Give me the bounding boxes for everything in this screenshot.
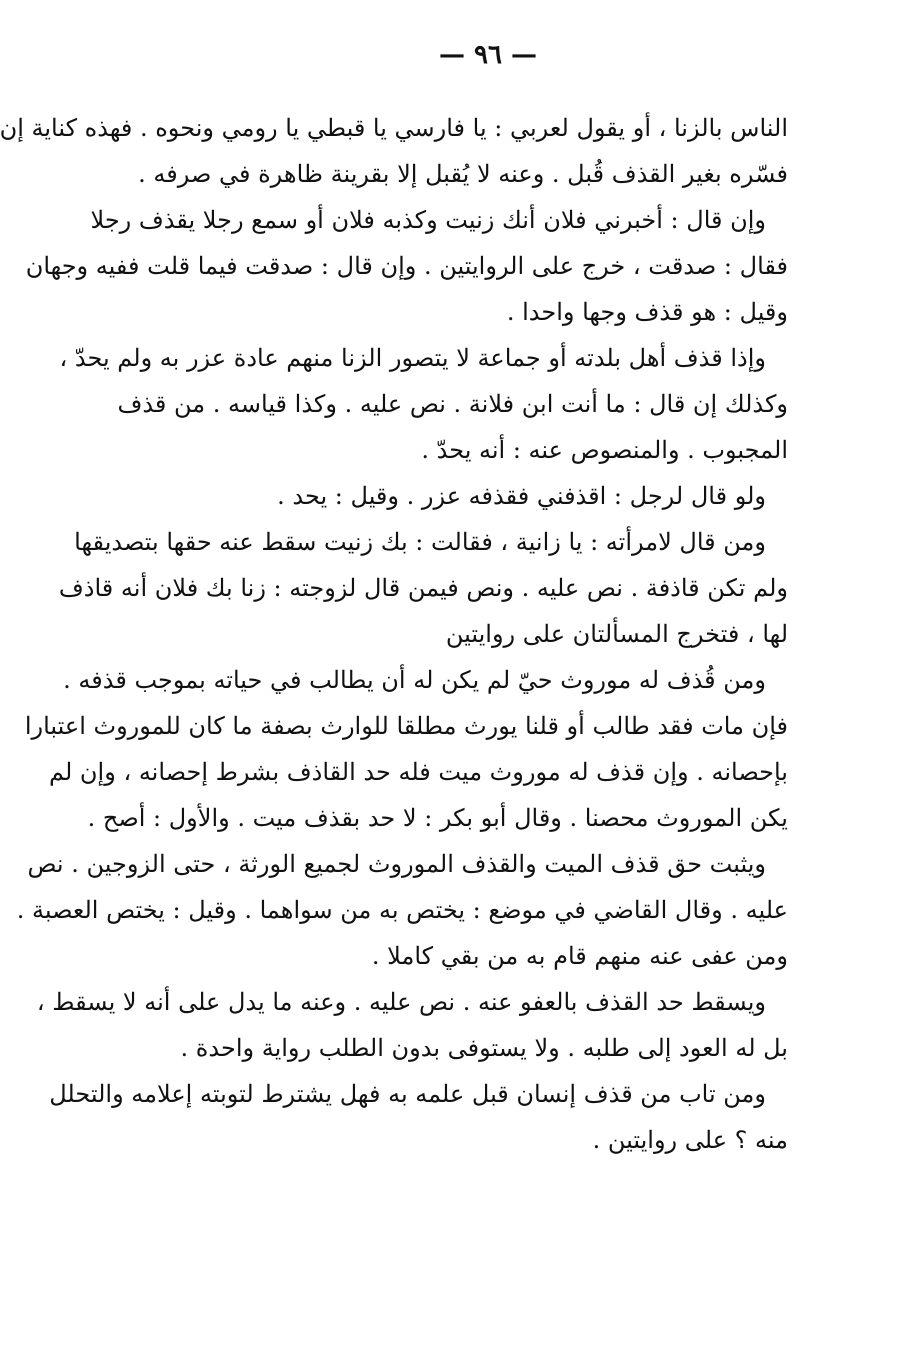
text-line: وإن قال : أخبرني فلان أنك زنيت وكذبه فلان أو سمع رجلا يقذف رجلا — [90, 206, 766, 234]
text-line: وكذلك إن قال : ما أنت ابن فلانة . نص عليه . وكذا قياسه . من قذف — [117, 390, 788, 418]
text-line: ولو قال لرجل : اقذفني فقذفه عزر . وقيل : يحد . — [277, 482, 766, 510]
text-line: يكن الموروث محصنا . وقال أبو بكر : لا حد بقذف ميت . والأول : أصح . — [87, 804, 788, 832]
text-line: المجبوب . والمنصوص عنه : أنه يحدّ . — [421, 436, 788, 464]
text-line: عليه . وقال القاضي في موضع : يختص به من سواهما . وقيل : يختص العصبة . — [16, 896, 788, 924]
text-line: ومن قُذف له موروث حيّ لم يكن له أن يطالب في حياته بموجب قذفه . — [63, 666, 766, 694]
text-line: لها ، فتخرج المسألتان على روايتين — [445, 620, 788, 648]
text-line: ومن قال لامرأته : يا زانية ، فقالت : بك زنيت سقط عنه حقها بتصديقها — [74, 528, 766, 556]
text-line: فقال : صدقت ، خرج على الروايتين . وإن قال : صدقت فيما قلت ففيه وجهان — [25, 252, 788, 280]
text-line: فإن مات فقد طالب أو قلنا يورث مطلقا للوارث بصفة ما كان للموروث اعتبارا — [24, 712, 788, 740]
text-line: ويثبت حق قذف الميت والقذف الموروث لجميع الورثة ، حتى الزوجين . نص — [27, 850, 766, 878]
text-line: بإحصانه . وإن قذف له موروث ميت فله حد القاذف بشرط إحصانه ، وإن لم — [49, 758, 788, 786]
text-line: الناس بالزنا ، أو يقول لعربي : يا فارسي يا قبطي يا رومي ونحوه . فهذه كناية إن — [0, 114, 788, 142]
text-line: وقيل : هو قذف وجها واحدا . — [506, 298, 788, 326]
text-line: ولم تكن قاذفة . نص عليه . ونص فيمن قال لزوجته : زنا بك فلان أنه قاذف — [58, 574, 788, 602]
text-line: وإذا قذف أهل بلدته أو جماعة لا يتصور الزنا منهم عادة عزر به ولم يحدّ ، — [59, 344, 766, 372]
text-line: ويسقط حد القذف بالعفو عنه . نص عليه . وعنه ما يدل على أنه لا يسقط ، — [36, 988, 766, 1016]
text-line: ومن عفى عنه منهم قام به من بقي كاملا . — [371, 942, 788, 970]
text-line: ومن تاب من قذف إنسان قبل علمه به فهل يشترط لتوبته إعلامه والتحلل — [49, 1080, 766, 1108]
text-line: منه ؟ على روايتين . — [592, 1126, 788, 1154]
text-line: فسّره بغير القذف قُبل . وعنه لا يُقبل إلا بقرينة ظاهرة في صرفه . — [138, 160, 788, 188]
page-number: — ٩٦ — — [438, 40, 538, 70]
body-text — [0, 105, 788, 1163]
text-line: بل له العود إلى طلبه . ولا يستوفى بدون الطلب رواية واحدة . — [180, 1034, 788, 1062]
